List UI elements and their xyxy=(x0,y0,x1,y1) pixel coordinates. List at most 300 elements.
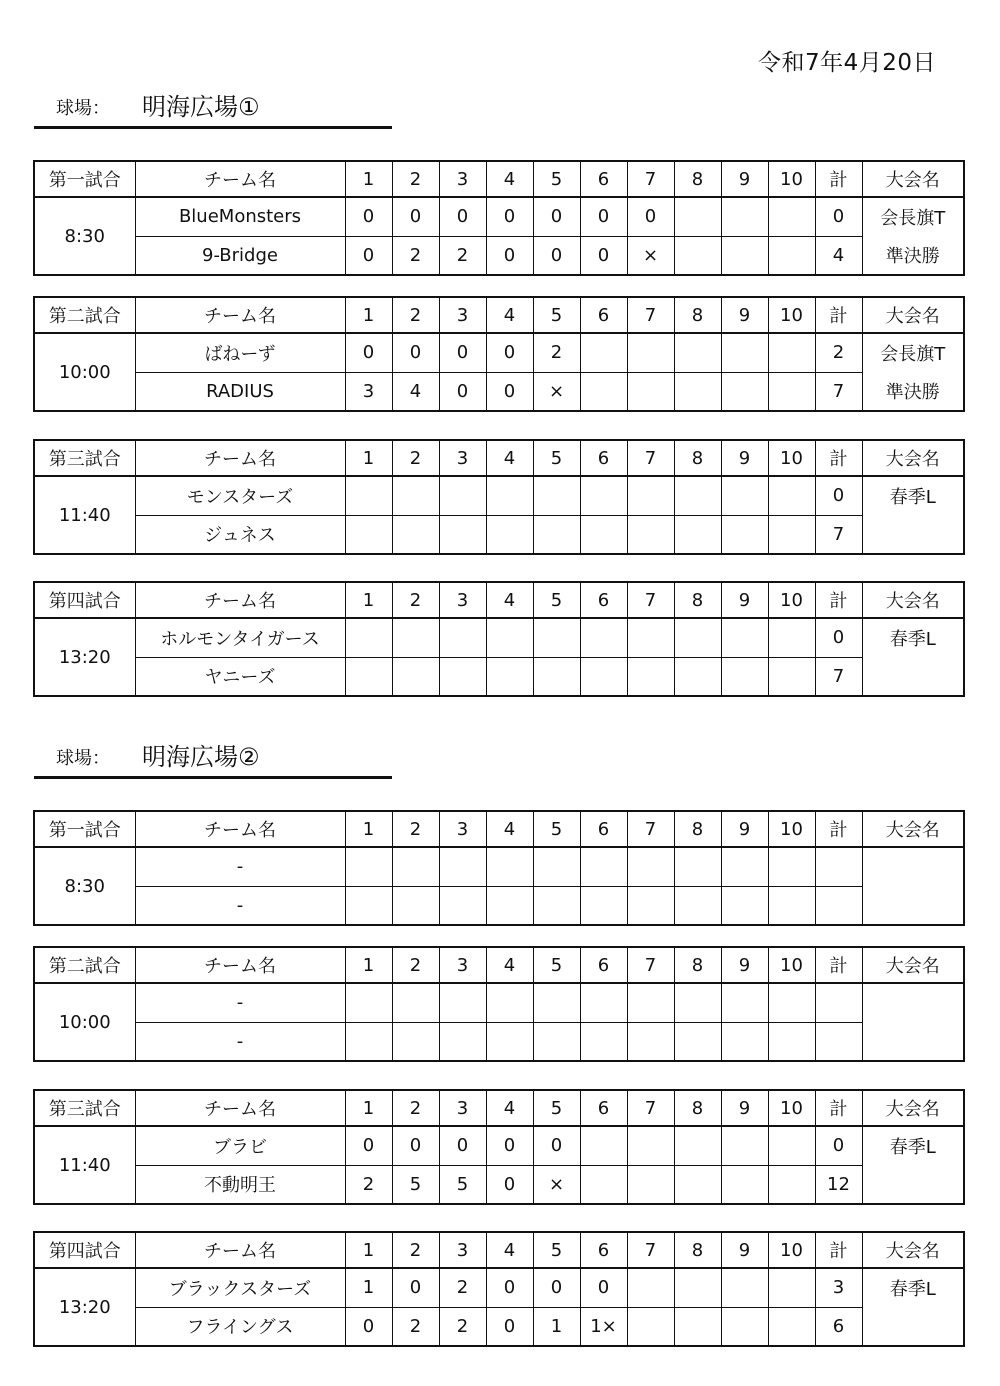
inning-score xyxy=(674,618,721,657)
inning-score xyxy=(392,1022,439,1061)
tournament-name: 会長旗T xyxy=(862,333,964,372)
inning-score: 0 xyxy=(533,1126,580,1165)
total-score: 12 xyxy=(815,1165,862,1204)
tournament-name xyxy=(862,983,964,1022)
inning-score xyxy=(768,1165,815,1204)
inning-header: 6 xyxy=(580,161,627,197)
inning-score xyxy=(580,1165,627,1204)
tournament-header: 大会名 xyxy=(862,440,964,476)
inning-score: 1 xyxy=(345,1268,392,1307)
total-header: 計 xyxy=(815,440,862,476)
team-row xyxy=(34,1307,964,1346)
inning-header: 4 xyxy=(486,1090,533,1126)
inning-header: 9 xyxy=(721,297,768,333)
total-header: 計 xyxy=(815,811,862,847)
total-header: 計 xyxy=(815,947,862,983)
inning-score xyxy=(721,1165,768,1204)
inning-header: 10 xyxy=(768,161,815,197)
inning-header: 5 xyxy=(533,440,580,476)
game-scoreboard xyxy=(33,296,965,412)
inning-header: 8 xyxy=(674,1090,721,1126)
tournament-name xyxy=(862,886,964,925)
inning-score xyxy=(580,657,627,696)
team-name: ブラックスターズ xyxy=(135,1268,345,1307)
game-title: 第一試合 xyxy=(34,811,135,847)
total-score: 0 xyxy=(815,476,862,515)
tournament-name xyxy=(862,657,964,696)
team-column-header: チーム名 xyxy=(135,947,345,983)
team-row xyxy=(34,236,964,275)
inning-score xyxy=(768,197,815,236)
inning-score xyxy=(392,618,439,657)
inning-header: 2 xyxy=(392,161,439,197)
inning-score xyxy=(721,618,768,657)
inning-score xyxy=(392,657,439,696)
total-score: 4 xyxy=(815,236,862,275)
total-score: 7 xyxy=(815,657,862,696)
inning-header: 4 xyxy=(486,161,533,197)
inning-score xyxy=(768,1307,815,1346)
inning-header: 6 xyxy=(580,1232,627,1268)
team-name: - xyxy=(135,886,345,925)
team-column-header: チーム名 xyxy=(135,440,345,476)
scoreboard-header-row xyxy=(34,161,964,197)
total-score xyxy=(815,886,862,925)
game-time: 11:40 xyxy=(34,476,135,554)
total-header: 計 xyxy=(815,1090,862,1126)
tournament-name: 準決勝 xyxy=(862,372,964,411)
inning-header: 4 xyxy=(486,297,533,333)
team-name: ヤニーズ xyxy=(135,657,345,696)
inning-score xyxy=(721,515,768,554)
inning-score xyxy=(439,886,486,925)
inning-score xyxy=(345,1022,392,1061)
inning-score xyxy=(580,1022,627,1061)
inning-score: 0 xyxy=(439,1126,486,1165)
inning-score xyxy=(768,847,815,886)
inning-score xyxy=(768,657,815,696)
inning-score: 2 xyxy=(533,333,580,372)
inning-score xyxy=(627,333,674,372)
inning-score xyxy=(580,333,627,372)
inning-header: 2 xyxy=(392,1090,439,1126)
inning-score xyxy=(345,476,392,515)
inning-score: 1× xyxy=(580,1307,627,1346)
inning-header: 6 xyxy=(580,440,627,476)
inning-header: 6 xyxy=(580,1090,627,1126)
inning-score: × xyxy=(627,236,674,275)
inning-score xyxy=(674,197,721,236)
inning-score xyxy=(674,847,721,886)
game-time: 8:30 xyxy=(34,847,135,925)
inning-score: 0 xyxy=(627,197,674,236)
inning-header: 5 xyxy=(533,297,580,333)
total-score xyxy=(815,847,862,886)
inning-score xyxy=(580,847,627,886)
game-title: 第一試合 xyxy=(34,161,135,197)
scoreboard-header-row xyxy=(34,1232,964,1268)
inning-score: 2 xyxy=(345,1165,392,1204)
tournament-header: 大会名 xyxy=(862,811,964,847)
venue-name: 明海広場② xyxy=(142,743,260,771)
inning-header: 9 xyxy=(721,161,768,197)
inning-header: 6 xyxy=(580,811,627,847)
team-row xyxy=(34,657,964,696)
inning-header: 9 xyxy=(721,947,768,983)
inning-score xyxy=(674,515,721,554)
inning-score: 2 xyxy=(439,236,486,275)
inning-header: 9 xyxy=(721,1090,768,1126)
inning-score xyxy=(345,657,392,696)
inning-score xyxy=(580,476,627,515)
inning-score: 0 xyxy=(345,236,392,275)
inning-score xyxy=(439,1022,486,1061)
game-title: 第三試合 xyxy=(34,1090,135,1126)
inning-header: 9 xyxy=(721,811,768,847)
inning-header: 10 xyxy=(768,1232,815,1268)
inning-score xyxy=(392,983,439,1022)
inning-header: 7 xyxy=(627,947,674,983)
total-score: 7 xyxy=(815,515,862,554)
inning-score: 0 xyxy=(580,236,627,275)
inning-score xyxy=(533,618,580,657)
team-name: - xyxy=(135,983,345,1022)
scoreboard-header-row xyxy=(34,1090,964,1126)
team-row xyxy=(34,1268,964,1307)
inning-header: 2 xyxy=(392,297,439,333)
inning-score: 0 xyxy=(439,197,486,236)
inning-score xyxy=(345,983,392,1022)
inning-score xyxy=(392,515,439,554)
scoreboard-header-row xyxy=(34,297,964,333)
team-name: 不動明王 xyxy=(135,1165,345,1204)
inning-score xyxy=(580,618,627,657)
team-column-header: チーム名 xyxy=(135,811,345,847)
team-column-header: チーム名 xyxy=(135,1090,345,1126)
team-name: フライングス xyxy=(135,1307,345,1346)
tournament-name xyxy=(862,847,964,886)
game-time: 11:40 xyxy=(34,1126,135,1204)
team-column-header: チーム名 xyxy=(135,297,345,333)
inning-header: 3 xyxy=(439,440,486,476)
team-name: RADIUS xyxy=(135,372,345,411)
venue-header xyxy=(34,90,392,129)
inning-header: 1 xyxy=(345,1232,392,1268)
game-title: 第四試合 xyxy=(34,582,135,618)
inning-header: 10 xyxy=(768,947,815,983)
game-scoreboard xyxy=(33,1231,965,1347)
inning-header: 7 xyxy=(627,297,674,333)
venue-header xyxy=(34,740,392,779)
inning-score xyxy=(627,657,674,696)
inning-header: 5 xyxy=(533,161,580,197)
game-scoreboard xyxy=(33,810,965,926)
inning-score: × xyxy=(533,1165,580,1204)
report-date: 令和7年4月20日 xyxy=(757,50,936,76)
inning-score xyxy=(439,847,486,886)
inning-score: 4 xyxy=(392,372,439,411)
team-row xyxy=(34,1126,964,1165)
inning-header: 8 xyxy=(674,440,721,476)
inning-score xyxy=(674,1307,721,1346)
team-name: ブラビ xyxy=(135,1126,345,1165)
inning-score xyxy=(627,1307,674,1346)
team-name: ホルモンタイガース xyxy=(135,618,345,657)
inning-header: 3 xyxy=(439,811,486,847)
inning-header: 2 xyxy=(392,811,439,847)
inning-header: 7 xyxy=(627,440,674,476)
inning-score xyxy=(768,515,815,554)
team-row xyxy=(34,333,964,372)
inning-header: 2 xyxy=(392,1232,439,1268)
total-score: 0 xyxy=(815,197,862,236)
inning-score xyxy=(580,515,627,554)
total-score: 3 xyxy=(815,1268,862,1307)
team-row xyxy=(34,372,964,411)
inning-score xyxy=(674,886,721,925)
inning-header: 3 xyxy=(439,297,486,333)
total-score: 2 xyxy=(815,333,862,372)
inning-header: 8 xyxy=(674,582,721,618)
team-row xyxy=(34,197,964,236)
total-header: 計 xyxy=(815,161,862,197)
inning-score: 0 xyxy=(345,1126,392,1165)
inning-score xyxy=(674,236,721,275)
inning-header: 1 xyxy=(345,582,392,618)
inning-header: 1 xyxy=(345,440,392,476)
inning-score xyxy=(627,1022,674,1061)
inning-score: × xyxy=(533,372,580,411)
inning-header: 5 xyxy=(533,811,580,847)
inning-header: 4 xyxy=(486,947,533,983)
game-scoreboard xyxy=(33,439,965,555)
inning-score xyxy=(533,476,580,515)
tournament-name xyxy=(862,1165,964,1204)
inning-score xyxy=(768,983,815,1022)
inning-header: 7 xyxy=(627,811,674,847)
inning-score xyxy=(768,372,815,411)
inning-header: 1 xyxy=(345,947,392,983)
inning-score xyxy=(533,886,580,925)
game-time: 13:20 xyxy=(34,1268,135,1346)
team-column-header: チーム名 xyxy=(135,582,345,618)
inning-score xyxy=(486,657,533,696)
inning-score xyxy=(627,886,674,925)
team-row xyxy=(34,847,964,886)
inning-score xyxy=(486,515,533,554)
inning-score xyxy=(721,657,768,696)
total-score: 6 xyxy=(815,1307,862,1346)
inning-score: 0 xyxy=(486,236,533,275)
inning-score xyxy=(533,847,580,886)
inning-score xyxy=(627,983,674,1022)
game-scoreboard xyxy=(33,946,965,1062)
inning-score xyxy=(721,236,768,275)
inning-score: 0 xyxy=(392,333,439,372)
game-time: 8:30 xyxy=(34,197,135,275)
total-score xyxy=(815,1022,862,1061)
inning-score xyxy=(580,886,627,925)
inning-header: 9 xyxy=(721,440,768,476)
inning-score xyxy=(674,1022,721,1061)
inning-header: 4 xyxy=(486,582,533,618)
game-time: 10:00 xyxy=(34,983,135,1061)
inning-header: 7 xyxy=(627,1232,674,1268)
inning-score xyxy=(392,476,439,515)
inning-score xyxy=(721,1268,768,1307)
inning-score: 0 xyxy=(486,197,533,236)
inning-score xyxy=(721,1126,768,1165)
inning-score: 0 xyxy=(345,1307,392,1346)
inning-score xyxy=(533,657,580,696)
inning-score xyxy=(486,1022,533,1061)
tournament-header: 大会名 xyxy=(862,161,964,197)
inning-header: 8 xyxy=(674,297,721,333)
inning-score xyxy=(345,618,392,657)
total-score: 7 xyxy=(815,372,862,411)
tournament-header: 大会名 xyxy=(862,1090,964,1126)
inning-score: 2 xyxy=(392,1307,439,1346)
inning-score xyxy=(392,886,439,925)
inning-header: 10 xyxy=(768,582,815,618)
inning-score: 2 xyxy=(392,236,439,275)
inning-header: 10 xyxy=(768,440,815,476)
inning-score xyxy=(721,476,768,515)
inning-score xyxy=(439,515,486,554)
inning-score xyxy=(345,886,392,925)
inning-header: 8 xyxy=(674,947,721,983)
scoreboard-header-row xyxy=(34,947,964,983)
inning-score xyxy=(768,886,815,925)
inning-score: 3 xyxy=(345,372,392,411)
inning-score xyxy=(439,476,486,515)
team-name: BlueMonsters xyxy=(135,197,345,236)
inning-header: 4 xyxy=(486,811,533,847)
inning-header: 8 xyxy=(674,811,721,847)
inning-score xyxy=(627,476,674,515)
inning-header: 7 xyxy=(627,582,674,618)
scoreboard-header-row xyxy=(34,811,964,847)
inning-header: 2 xyxy=(392,947,439,983)
total-score: 0 xyxy=(815,1126,862,1165)
inning-score xyxy=(627,515,674,554)
inning-score: 0 xyxy=(533,197,580,236)
inning-header: 2 xyxy=(392,440,439,476)
inning-score xyxy=(486,886,533,925)
team-name: 9-Bridge xyxy=(135,236,345,275)
inning-score xyxy=(768,1022,815,1061)
inning-score xyxy=(721,372,768,411)
team-row xyxy=(34,618,964,657)
team-row xyxy=(34,1022,964,1061)
inning-header: 9 xyxy=(721,582,768,618)
tournament-name: 会長旗T xyxy=(862,197,964,236)
inning-score: 0 xyxy=(486,1126,533,1165)
inning-score xyxy=(439,657,486,696)
inning-score: 0 xyxy=(439,333,486,372)
total-score: 0 xyxy=(815,618,862,657)
inning-header: 4 xyxy=(486,440,533,476)
tournament-name xyxy=(862,1307,964,1346)
inning-score xyxy=(627,1165,674,1204)
inning-score: 0 xyxy=(580,197,627,236)
inning-score: 0 xyxy=(533,236,580,275)
inning-score: 5 xyxy=(392,1165,439,1204)
inning-score: 0 xyxy=(486,372,533,411)
team-name: モンスターズ xyxy=(135,476,345,515)
inning-score: 2 xyxy=(439,1307,486,1346)
inning-score xyxy=(627,372,674,411)
inning-score: 0 xyxy=(392,1126,439,1165)
tournament-header: 大会名 xyxy=(862,297,964,333)
inning-score xyxy=(674,1268,721,1307)
inning-score xyxy=(674,983,721,1022)
inning-score xyxy=(533,1022,580,1061)
inning-score xyxy=(721,1307,768,1346)
inning-score: 0 xyxy=(486,1307,533,1346)
inning-score xyxy=(627,618,674,657)
team-column-header: チーム名 xyxy=(135,1232,345,1268)
inning-header: 6 xyxy=(580,297,627,333)
inning-score xyxy=(768,1126,815,1165)
inning-header: 1 xyxy=(345,297,392,333)
inning-score: 5 xyxy=(439,1165,486,1204)
inning-score xyxy=(721,333,768,372)
inning-header: 3 xyxy=(439,1090,486,1126)
inning-score xyxy=(721,197,768,236)
inning-header: 3 xyxy=(439,947,486,983)
inning-header: 4 xyxy=(486,1232,533,1268)
inning-score xyxy=(768,1268,815,1307)
inning-header: 7 xyxy=(627,161,674,197)
game-title: 第二試合 xyxy=(34,947,135,983)
team-row xyxy=(34,476,964,515)
total-header: 計 xyxy=(815,297,862,333)
inning-score xyxy=(486,618,533,657)
inning-header: 5 xyxy=(533,582,580,618)
inning-header: 3 xyxy=(439,1232,486,1268)
inning-score: 0 xyxy=(392,197,439,236)
inning-score xyxy=(439,618,486,657)
tournament-name: 春季L xyxy=(862,1126,964,1165)
inning-score xyxy=(533,515,580,554)
inning-header: 7 xyxy=(627,1090,674,1126)
tournament-name: 春季L xyxy=(862,1268,964,1307)
inning-header: 1 xyxy=(345,811,392,847)
inning-score xyxy=(768,476,815,515)
inning-header: 3 xyxy=(439,161,486,197)
inning-score xyxy=(674,657,721,696)
inning-header: 3 xyxy=(439,582,486,618)
inning-header: 8 xyxy=(674,1232,721,1268)
inning-score xyxy=(439,983,486,1022)
inning-header: 10 xyxy=(768,297,815,333)
venue-label: 球場： xyxy=(56,98,110,119)
game-time: 13:20 xyxy=(34,618,135,696)
inning-header: 9 xyxy=(721,1232,768,1268)
team-column-header: チーム名 xyxy=(135,161,345,197)
inning-score xyxy=(768,333,815,372)
inning-score xyxy=(627,1126,674,1165)
total-header: 計 xyxy=(815,582,862,618)
scoreboard-header-row xyxy=(34,440,964,476)
inning-score: 0 xyxy=(392,1268,439,1307)
inning-score xyxy=(674,1165,721,1204)
inning-score xyxy=(580,1126,627,1165)
inning-header: 1 xyxy=(345,1090,392,1126)
inning-score xyxy=(345,515,392,554)
tournament-name xyxy=(862,1022,964,1061)
